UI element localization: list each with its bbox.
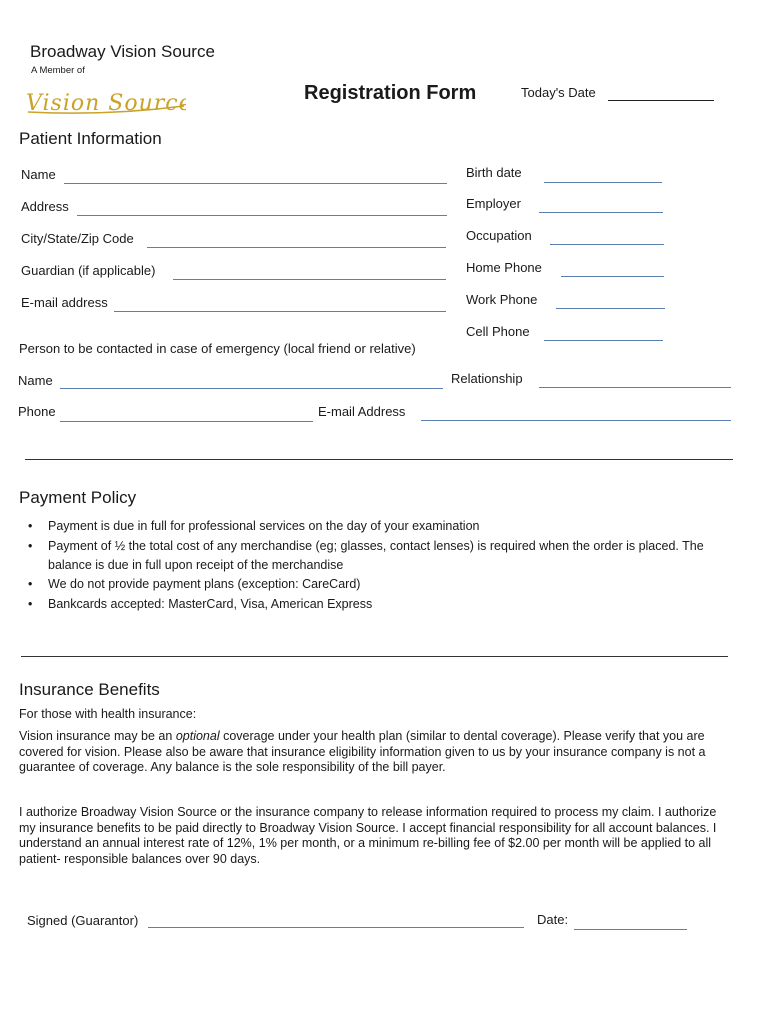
payment-policy-heading: Payment Policy — [19, 488, 137, 507]
home-phone-field[interactable] — [561, 276, 664, 277]
city-state-zip-field[interactable] — [147, 247, 446, 248]
field-label-occupation: Occupation — [466, 228, 532, 243]
emergency-name-label: Name — [18, 373, 53, 388]
field-label-employer: Employer — [466, 196, 521, 211]
member-of-text: A Member of — [31, 65, 85, 76]
address-field[interactable] — [77, 215, 447, 216]
field-label-cell-phone: Cell Phone — [466, 324, 530, 339]
work-phone-field[interactable] — [556, 308, 665, 309]
todays-date-label: Today's Date — [521, 85, 596, 100]
birth-date-field[interactable] — [544, 182, 662, 183]
cell-phone-field[interactable] — [544, 340, 663, 341]
guardian-field[interactable] — [173, 279, 446, 280]
emergency-email-field[interactable] — [421, 420, 731, 421]
vision-source-logo — [26, 82, 186, 121]
section-divider — [25, 459, 733, 460]
field-label-email: E-mail address — [21, 295, 108, 310]
insurance-paragraph: Vision insurance may be an optional coverage under your health plan (similar to dental coverage). Please verify that you are covered for vision. Please also be aware that insurance eligibility information given to us by your insurance company is not a guarantee of coverage. Any balance is the sole responsibility of the bill payer. — [19, 729, 706, 774]
signature-date-field[interactable] — [574, 929, 687, 930]
signature-field[interactable] — [148, 927, 524, 928]
policy-item: • We do not provide payment plans (exception: CareCard) — [28, 577, 361, 591]
practice-name: Broadway Vision Source — [30, 42, 215, 61]
authorization-paragraph: I authorize Broadway Vision Source or the insurance company to release information required to process my claim. I authorize my insurance benefits to be paid directly to Broadway Vision Source. I accept financial responsibility for all account balances. I understand an annual interest rate of 12%, 1% per month, or a minimum re-billing fee of $2.00 per month will be applied to all patient- responsible balances over 90 days. — [19, 805, 717, 866]
field-label-address: Address — [21, 199, 69, 214]
relationship-label: Relationship — [451, 371, 523, 386]
emergency-phone-label: Phone — [18, 404, 56, 419]
logo-text: Vision Source — [26, 91, 186, 116]
signed-guarantor-label: Signed (Guarantor) — [27, 913, 139, 928]
name-field[interactable] — [64, 183, 447, 184]
field-label-name: Name — [21, 167, 56, 182]
field-label-home-phone: Home Phone — [466, 260, 542, 275]
field-label-work-phone: Work Phone — [466, 292, 538, 307]
emergency-email-label: E-mail Address — [318, 404, 406, 419]
occupation-field[interactable] — [550, 244, 664, 245]
insurance-heading: Insurance Benefits — [19, 680, 160, 699]
policy-item: • Payment is due in full for professional services on the day of your examination — [28, 519, 480, 533]
policy-item: • Bankcards accepted: MasterCard, Visa, American Express — [28, 597, 373, 611]
insurance-intro: For those with health insurance: — [19, 707, 197, 721]
signature-date-label: Date: — [537, 912, 569, 927]
field-label-city-state-zip: City/State/Zip Code — [21, 231, 134, 246]
policy-item: • Payment of ½ the total cost of any merchandise (eg; glasses, contact lenses) is required when the order is placed. The balance is due in full upon receipt of the merchandise — [28, 539, 704, 572]
field-label-guardian: Guardian (if applicable) — [21, 263, 156, 278]
employer-field[interactable] — [539, 212, 663, 213]
email-field[interactable] — [114, 311, 446, 312]
field-label-birth-date: Birth date — [466, 165, 522, 180]
form-title: Registration Form — [304, 82, 477, 104]
section-divider — [21, 656, 728, 657]
emergency-phone-field[interactable] — [60, 421, 313, 422]
emergency-name-field[interactable] — [60, 388, 443, 389]
emergency-heading: Person to be contacted in case of emergency (local friend or relative) — [19, 341, 416, 356]
todays-date-field[interactable] — [608, 100, 714, 101]
patient-info-heading: Patient Information — [19, 129, 162, 148]
relationship-field[interactable] — [539, 387, 731, 388]
